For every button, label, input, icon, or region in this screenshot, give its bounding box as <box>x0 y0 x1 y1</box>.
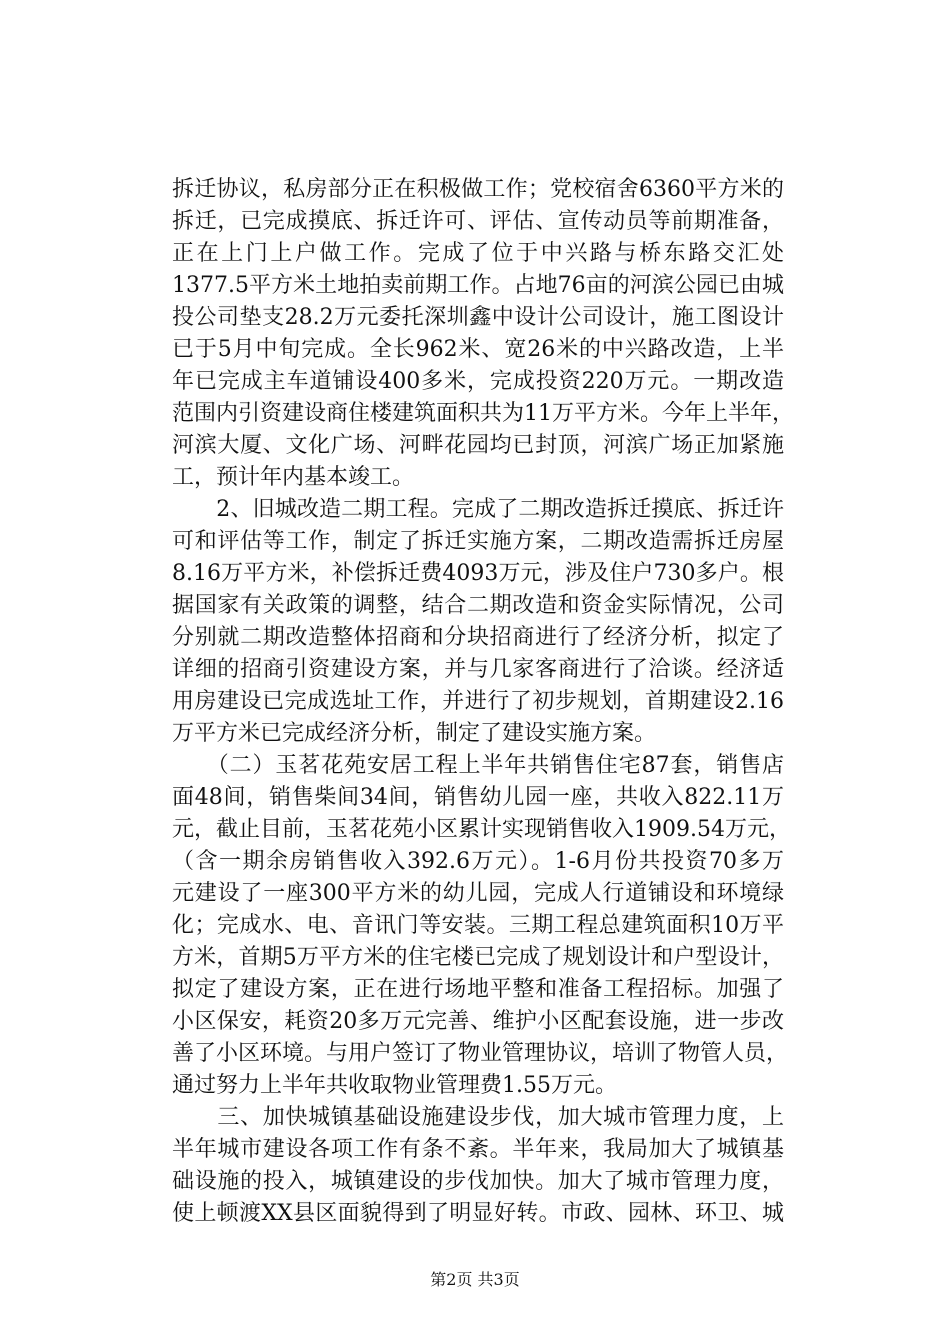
text-line: 元，截止目前，玉茗花苑小区累计实现销售收入1909.54万元， <box>172 817 791 842</box>
text-line: 范围内引资建设商住楼建筑面积共为11万平方米。今年上半年， <box>172 401 794 426</box>
text-line: 正在上门上户做工作。完成了位于中兴路与桥东路交汇处 <box>172 241 784 266</box>
text-line: 工，预计年内基本竣工。 <box>172 465 415 490</box>
text-line: 元建设了一座300平方米的幼儿园，完成人行道铺设和环境绿 <box>172 881 784 906</box>
page-number-footer: 第2页 共3页 <box>430 1270 520 1289</box>
text-line: 河滨大厦、文化广场、河畔花园均已封顶，河滨广场正加紧施 <box>172 433 784 458</box>
text-line: 半年城市建设各项工作有条不紊。半年来，我局加大了城镇基 <box>172 1137 784 1162</box>
text-line: 据国家有关政策的调整，结合二期改造和资金实际情况，公司 <box>172 593 784 618</box>
text-line: 用房建设已完成选址工作，并进行了初步规划，首期建设2.16 <box>172 689 784 714</box>
text-line: 使上顿渡XX县区面貌得到了明显好转。市政、园林、环卫、城 <box>172 1201 784 1226</box>
text-line: 三、加快城镇基础设施建设步伐，加大城市管理力度，上 <box>172 1105 784 1130</box>
text-line: 2、旧城改造二期工程。完成了二期改造拆迁摸底、拆迁许 <box>172 497 784 522</box>
document-body <box>172 174 794 1230</box>
text-line: 可和评估等工作，制定了拆迁实施方案，二期改造需拆迁房屋 <box>172 529 784 554</box>
text-line: 拟定了建设方案，正在进行场地平整和准备工程招标。加强了 <box>172 977 784 1002</box>
text-line: 已于5月中旬完成。全长962米、宽26米的中兴路改造，上半 <box>172 337 784 362</box>
text-line: 1377.5平方米土地拍卖前期工作。占地76亩的河滨公园已由城 <box>172 273 784 298</box>
text-line: 小区保安，耗资20多万元完善、维护小区配套设施，进一步改 <box>172 1009 784 1034</box>
text-line: 拆迁协议，私房部分正在积极做工作；党校宿舍6360平方米的 <box>172 177 784 202</box>
text-line: 拆迁，已完成摸底、拆迁许可、评估、宣传动员等前期准备， <box>172 209 784 234</box>
text-line: 方米，首期5万平方米的住宅楼已完成了规划设计和户型设计， <box>172 945 784 970</box>
text-line: 面48间，销售柴间34间，销售幼儿园一座，共收入822.11万 <box>172 785 784 810</box>
text-line: 善了小区环境。与用户签订了物业管理协议，培训了物管人员， <box>172 1041 789 1066</box>
text-line: 详细的招商引资建设方案，并与几家客商进行了洽谈。经济适 <box>172 657 784 682</box>
text-line: 投公司垫支28.2万元委托深圳鑫中设计公司设计，施工图设计 <box>172 305 784 330</box>
text-line: 年已完成主车道铺设400多米，完成投资220万元。一期改造 <box>172 369 784 394</box>
text-line: （二）玉茗花苑安居工程上半年共销售住宅87套，销售店 <box>172 753 784 778</box>
text-line: （含一期余房销售收入392.6万元）。1-6月份共投资70多万 <box>172 849 784 874</box>
text-line: 础设施的投入，城镇建设的步伐加快。加大了城市管理力度， <box>172 1169 784 1194</box>
text-line: 分别就二期改造整体招商和分块招商进行了经济分析，拟定了 <box>172 625 784 650</box>
text-line: 通过努力上半年共收取物业管理费1.55万元。 <box>172 1073 617 1098</box>
text-line: 万平方米已完成经济分析，制定了建设实施方案。 <box>172 721 657 746</box>
text-line: 化；完成水、电、音讯门等安装。三期工程总建筑面积10万平 <box>172 913 784 938</box>
text-line: 8.16万平方米，补偿拆迁费4093万元，涉及住户730多户。根 <box>172 561 784 586</box>
